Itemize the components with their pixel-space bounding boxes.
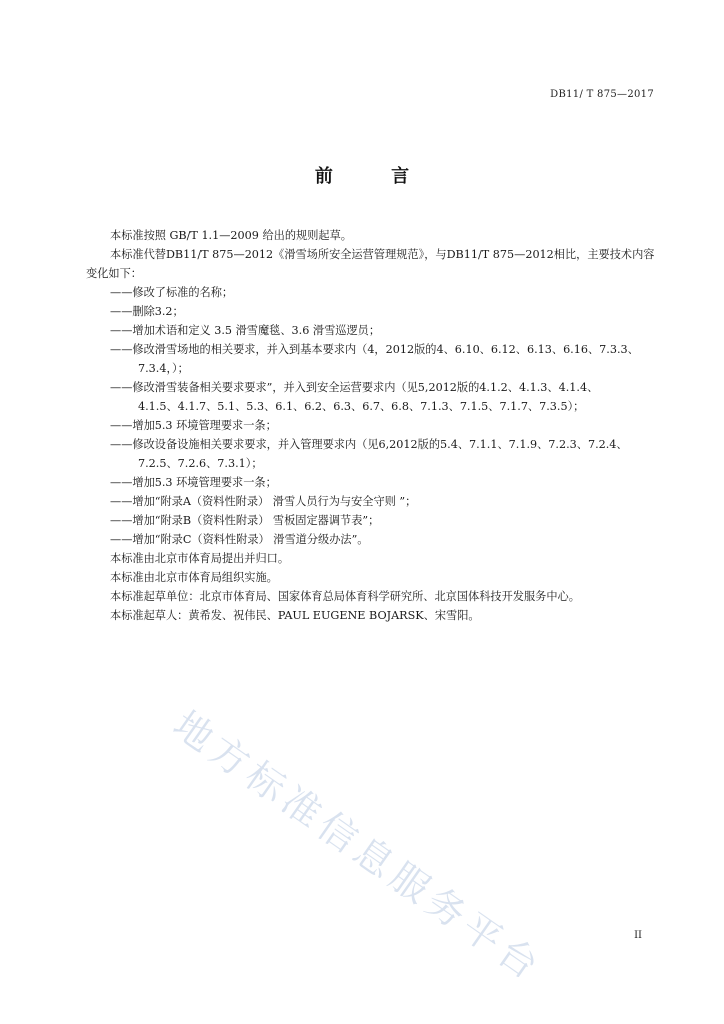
change-item-appendix-a: ——增加“附录A（资料性附录） 滑雪人员行为与安全守则 ”； [110, 495, 417, 508]
page-number: II [634, 930, 642, 941]
paragraph-implemented-by: 本标准由北京市体育局组织实施。 [110, 571, 278, 584]
change-item-appendix-b: ——增加“附录B（资料性附录） 雪板固定器调节表”； [110, 514, 380, 527]
change-item-facilities-cont: 7.2.5、7.2.6、7.3.1）； [138, 457, 263, 470]
change-item-ski-area-cont: 7.3.4，）； [138, 362, 189, 375]
page-title: 前 言 [314, 166, 436, 187]
change-item-equipment: ——修改滑雪装备相关要求要求”，并入到安全运营要求内（见5,2012版的4.1.2、4.1.3、4.1.4、 [110, 381, 599, 394]
change-item-terms: ——增加术语和定义 3.5 滑雪魔毯、3.6 滑雪巡逻员； [110, 324, 381, 337]
watermark: 地方标准信息服务平台 [165, 702, 552, 991]
change-item-environment: ——增加5.3 环境管理要求一条； [110, 419, 277, 432]
paragraph-drafting-rules: 本标准按照 GB/T 1.1—2009 给出的规则起草。 [110, 229, 352, 242]
paragraph-drafting-units: 本标准起草单位：北京市体育局、国家体育总局体育科学研究所、北京国体科技开发服务中心。 [110, 590, 580, 603]
change-item-appendix-c: ——增加“附录C（资料性附录） 滑雪道分级办法”。 [110, 533, 369, 546]
change-item-environment-2: ——增加5.3 环境管理要求一条； [110, 476, 277, 489]
change-item-name: ——修改了标准的名称； [110, 286, 234, 299]
change-item-equipment-cont: 4.1.5、4.1.7、5.1、5.3、6.1、6.2、6.3、6.7、6.8、7.1.3、7.1.5、7.1.7、7.3.5）； [138, 400, 585, 413]
paragraph-drafters: 本标准起草人：黄希发、祝伟民、PAUL EUGENE BOJARSK、宋雪阳。 [110, 609, 480, 622]
paragraph-replaces: 本标准代替DB11/T 875—2012《滑雪场所安全运营管理规范》，与DB11/T 875—2012相比，主要技术内容变化如下： [86, 248, 655, 280]
change-item-delete: ——删除3.2； [110, 305, 184, 318]
document-code: DB11/ T 875—2017 [550, 89, 654, 100]
change-item-facilities: ——修改设备设施相关要求要求，并入管理要求内（见6,2012版的5.4、7.1.1、7.1.9、7.2.3、7.2.4、 [110, 438, 628, 451]
paragraph-proposed-by: 本标准由北京市体育局提出并归口。 [110, 552, 290, 565]
document-body [86, 226, 658, 625]
change-item-ski-area: ——修改滑雪场地的相关要求，并入到基本要求内（4，2012版的4、6.10、6.12、6.13、6.16、7.3.3、 [110, 343, 639, 356]
